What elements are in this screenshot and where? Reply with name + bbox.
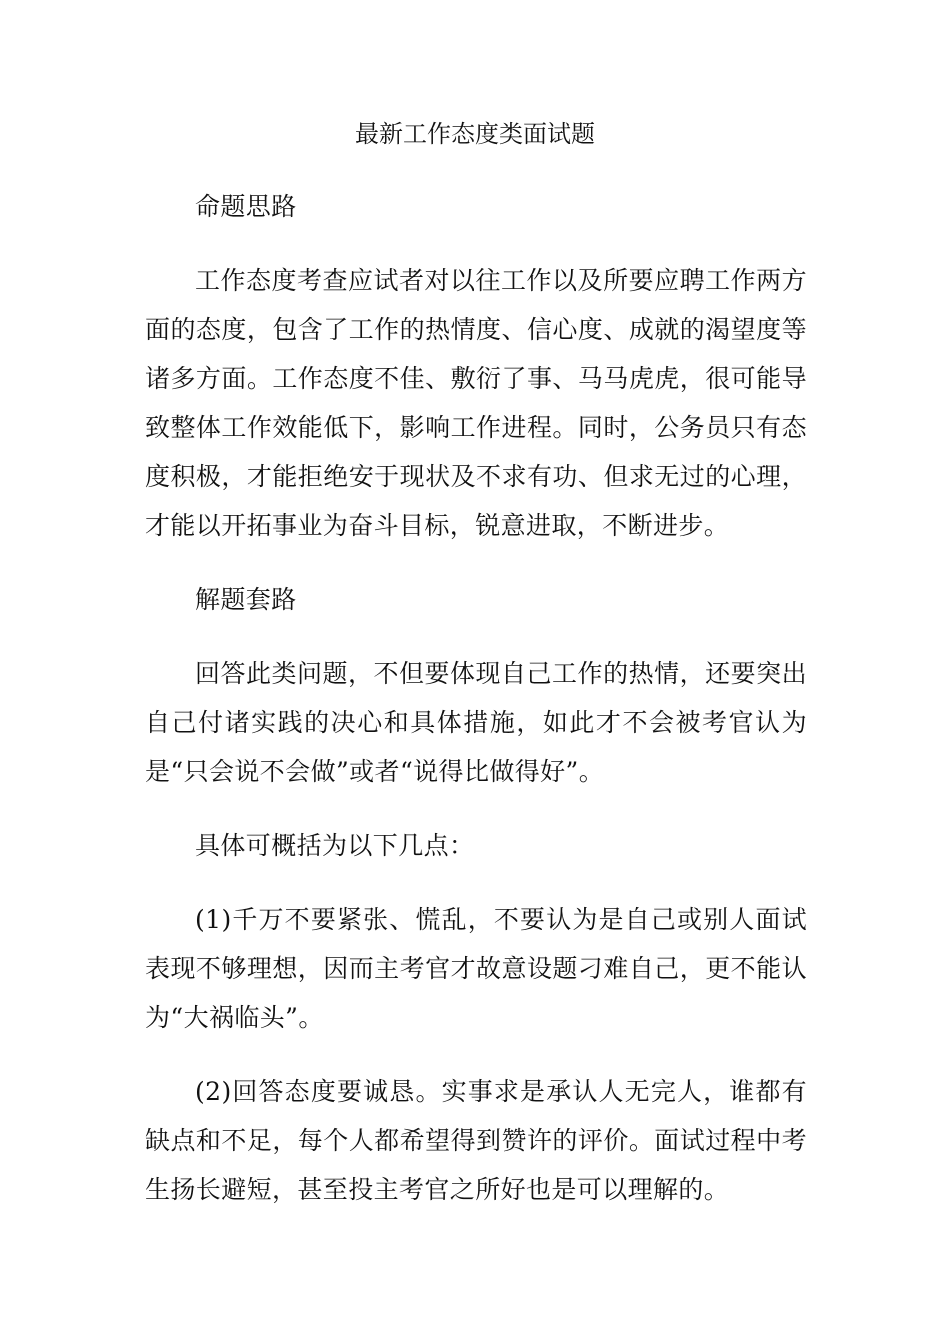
section-paragraph-proposition: 工作态度考查应试者对以往工作以及所要应聘工作两方面的态度，包含了工作的热情度、信心度、成就的渴望度等诸多方面。工作态度不佳、敷衍了事、马马虎虎，很可能导致整体工作效能低下，影响工作进程。同时，公务员只有态度积极，才能拒绝安于现状及不求有功、但求无过的心理，才能以开拓事业为奋斗目标，锐意进取，不断进步。 (145, 266, 807, 540)
point-item-1: (1)千万不要紧张、慌乱，不要认为是自己或别人面试表现不够理想，因而主考官才故意设题刁难自己，更不能认为“大祸临头”。 (145, 905, 807, 1032)
section-heading-proposition: 命题思路 (195, 192, 297, 221)
summary-intro: 具体可概括为以下几点： (195, 831, 475, 860)
point-item-2: (2)回答态度要诚恳。实事求是承认人无完人，谁都有缺点和不足，每个人都希望得到赞许的评价。面试过程中考生扬长避短，甚至投主考官之所好也是可以理解的。 (145, 1077, 807, 1204)
page-title: 最新工作态度类面试题 (355, 120, 595, 148)
document-body (145, 182, 807, 1214)
section-heading-solution: 解题套路 (195, 585, 297, 614)
section-paragraph-solution: 回答此类问题，不但要体现自己工作的热情，还要突出自己付诸实践的决心和具体措施，如此才不会被考官认为是“只会说不会做”或者“说得比做得好”。 (145, 659, 807, 786)
